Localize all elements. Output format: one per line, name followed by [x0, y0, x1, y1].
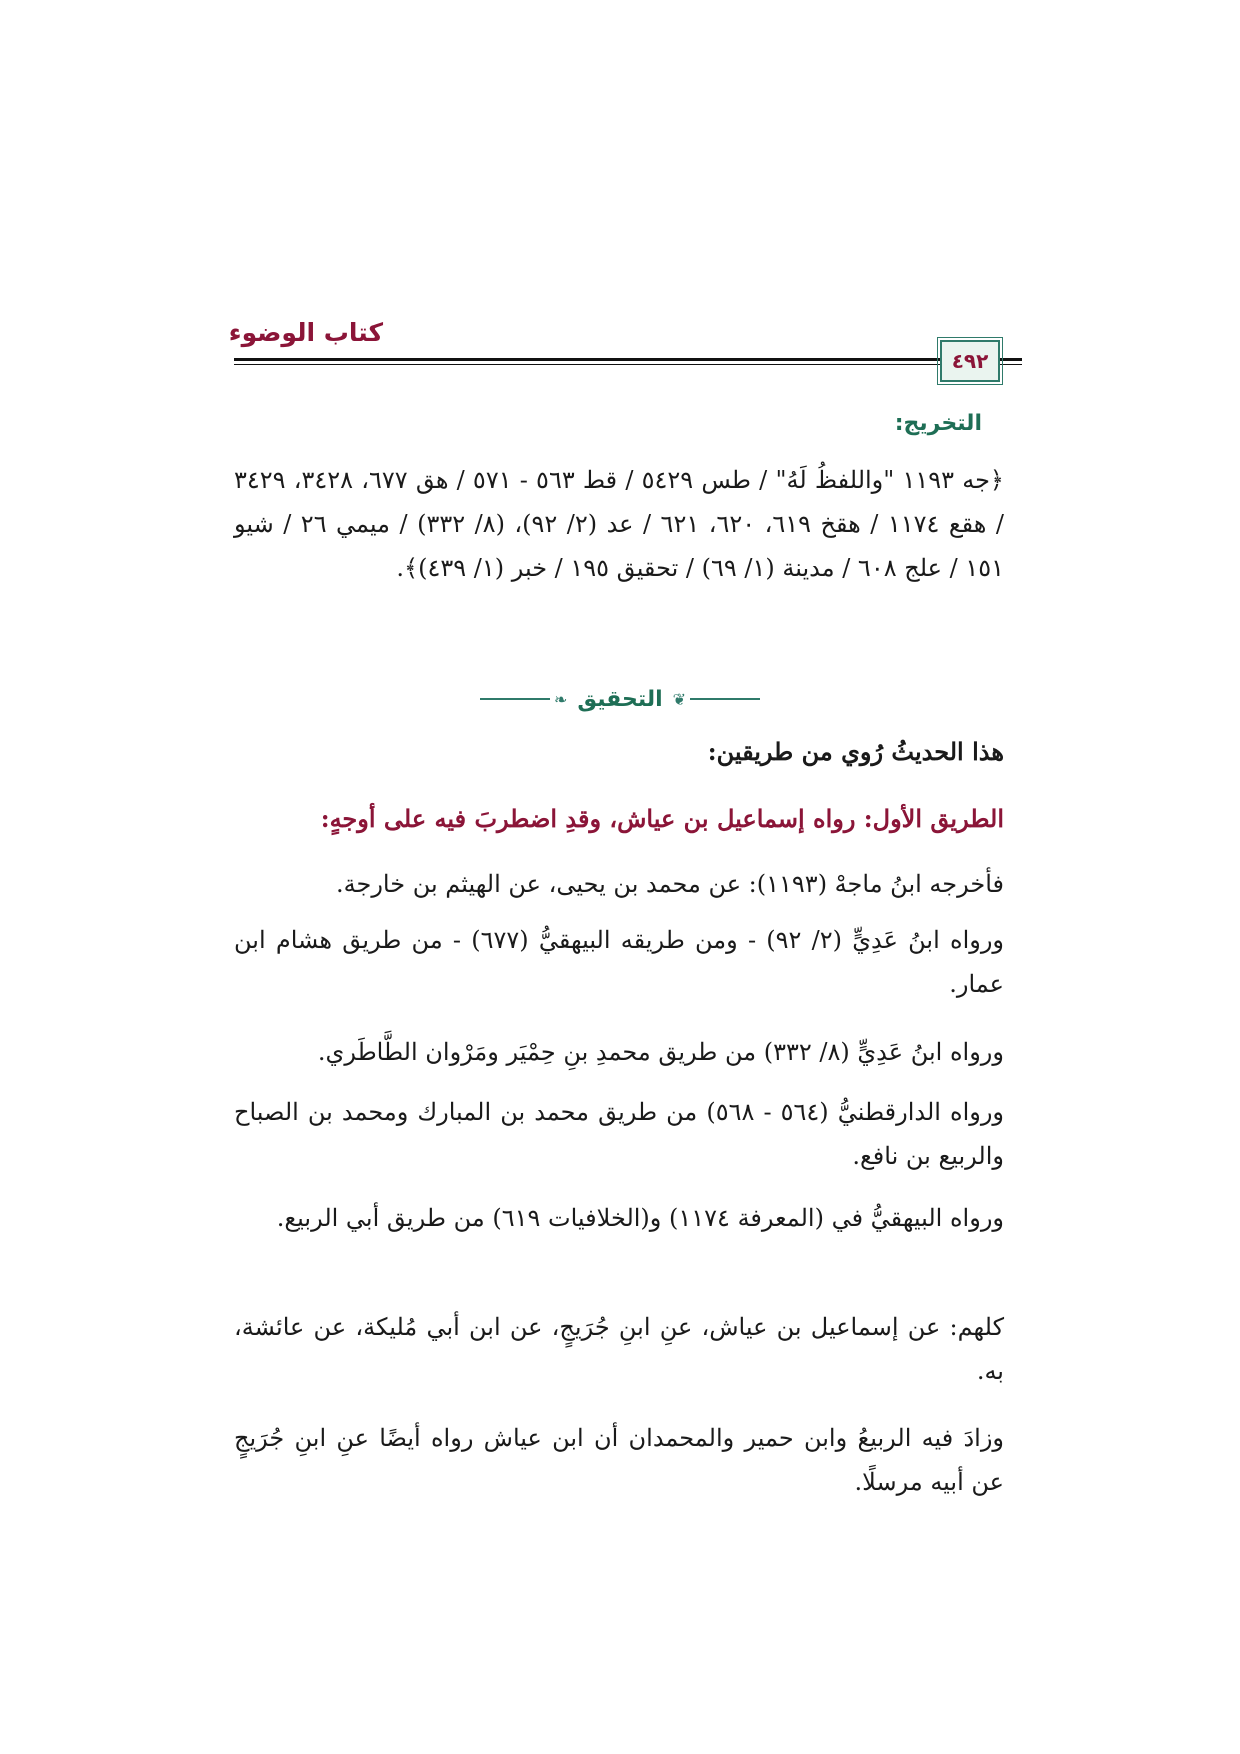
paragraph-intro: هذا الحديثُ رُوي من طريقين: [707, 737, 1004, 766]
page-number: ٤٩٢ [951, 349, 989, 373]
page-number-badge [940, 340, 1000, 382]
paragraph: كلهم: عن إسماعيل بن عياش، عنِ ابنِ جُرَيجٍ، عن ابن أبي مُليكة، عن عائشة، به. [234, 1313, 1004, 1385]
paragraph: فأخرجه ابنُ ماجهْ (١١٩٣): عن محمد بن يحيى، عن الهيثم بن خارجة. [336, 870, 1004, 898]
takhrij-text: ﴿جه ١١٩٣ "واللفظُ لَهُ" / طس ٥٤٢٩ / قط ٥٦٣ - ٥٧١ / هق ٦٧٧، ٣٤٢٨، ٣٤٢٩ / هقع ١١٧٤ / هقخ ٦١٩، ٦٢٠، ٦٢١ / عد (٢/ ٩٢)، (٨/ ٣٣٢) / ميمي ٢٦ / شيو ١٥١ / علج ٦٠٨ / مدينة (١/ ٦٩) / تحقيق ١٩٥ / خبر (١/ ٤٣٩)﴾. [234, 466, 1005, 582]
paragraph: ورواه البيهقيُّ في (المعرفة ١١٧٤) و(الخلافيات ٦١٩) من طريق أبي الربيع. [276, 1204, 1004, 1232]
paragraph: ورواه الدارقطنيُّ (٥٦٤ - ٥٦٨) من طريق محمد بن المبارك ومحمد بن الصباح والربيع بن نافع. [234, 1098, 1005, 1170]
header-rule-thick [234, 358, 1007, 361]
book-title: كتاب الوضوء [228, 318, 383, 347]
header-rule-left-thin [1000, 364, 1022, 365]
paragraph: ورواه ابنُ عَدِيٍّ (٨/ ٣٣٢) من طريق محمدِ بنِ حِمْيَر ومَرْوان الطَّاطَري. [317, 1038, 1004, 1066]
header-rule-left-thick [1000, 358, 1022, 361]
divider-line-left [480, 698, 550, 700]
paragraph: وزادَ فيه الربيعُ وابن حمير والمحمدان أن ابن عياش رواه أيضًا عنِ ابنِ جُرَيجٍ عن أبيه مرسلًا. [234, 1424, 1005, 1496]
ornament-icon: ❧ [553, 689, 568, 709]
tahqiq-heading: التحقيق [577, 686, 663, 712]
ornament-icon: ❦ [672, 689, 687, 709]
tahqiq-divider [470, 684, 770, 714]
paragraph-first-route: الطريق الأول: رواه إسماعيل بن عياش، وقدِ اضطربَ فيه على أوجهٍ: [320, 804, 1004, 833]
takhrij-heading: التخريج: [894, 411, 982, 436]
paragraph: ورواه ابنُ عَدِيٍّ (٢/ ٩٢) - ومن طريقه البيهقيُّ (٦٧٧) - من طريق هشام ابن عمار. [234, 926, 1005, 998]
divider-line-right [690, 698, 760, 700]
header-rule-thin [234, 364, 1007, 365]
